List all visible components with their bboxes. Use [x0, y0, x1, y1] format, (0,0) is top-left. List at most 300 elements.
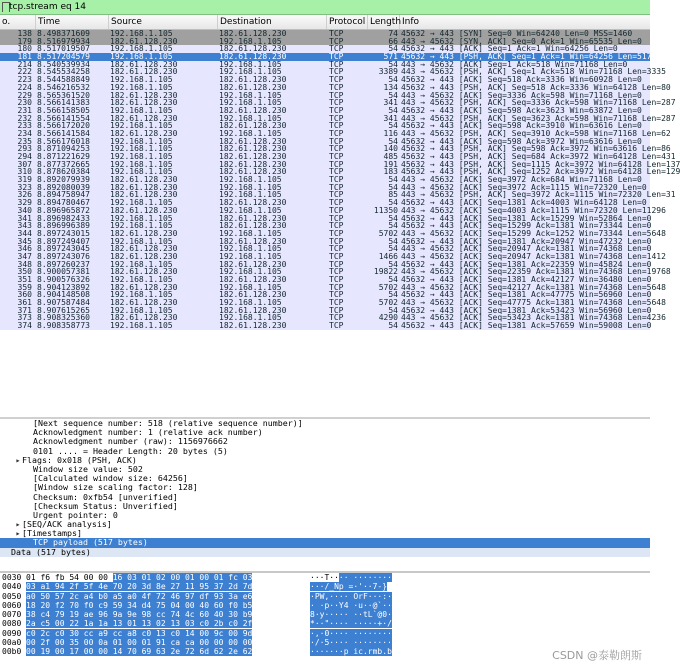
packet-cell-time: 8.566176018 — [37, 136, 90, 146]
packet-cell-src: 182.61.128.230 — [110, 59, 178, 69]
packet-cell-len: 5702 — [378, 228, 398, 238]
packet-cell-proto: TCP — [329, 167, 344, 177]
bytes-ascii — [310, 601, 392, 610]
packet-cell-proto: TCP — [329, 251, 344, 261]
packet-cell-no: 326 — [17, 190, 32, 200]
packet-cell-src: 192.168.1.105 — [110, 152, 173, 161]
packet-cell-src: 182.61.128.230 — [110, 313, 178, 323]
bytes-hex — [26, 638, 252, 647]
packet-cell-len: 54 — [388, 259, 398, 269]
packet-cell-proto: TCP — [329, 182, 344, 192]
packet-cell-no: 310 — [17, 167, 32, 177]
packet-cell-len: 54 — [388, 221, 398, 231]
bytes-offset: 0080 — [2, 619, 22, 629]
packet-cell-info: 45632 → 443 [ACK] Seq=1381 Ack=15299 Win=52864 Len=0 — [401, 213, 652, 223]
packet-cell-src: 192.168.1.105 — [110, 321, 173, 331]
detail-text: [SEQ/ACK analysis] — [22, 519, 112, 530]
packet-cell-info: 45632 → 443 [ACK] Seq=1381 Ack=42127 Win=36480 Len=0 — [401, 275, 652, 284]
bytes-ascii-selected: ·PW,···· OrF···:· — [310, 591, 392, 601]
packet-cell-proto: TCP — [329, 152, 344, 161]
packet-cell-dst: 192.168.1.105 — [219, 67, 282, 77]
packet-cell-no: 350 — [17, 267, 32, 277]
packet-cell-len: 341 — [383, 113, 398, 123]
packet-cell-src: 182.61.128.230 — [110, 228, 178, 238]
packet-cell-time: 8.894780467 — [37, 198, 90, 208]
column-header-destination[interactable]: Destination — [218, 15, 327, 29]
bytes-hex — [26, 573, 252, 582]
packet-cell-proto: TCP — [329, 267, 344, 277]
packet-cell-dst: 192.168.1.105 — [219, 113, 282, 123]
packet-cell-info: 443 → 45632 [ACK] Seq=3336 Ack=598 Win=71168 Len=0 — [401, 90, 642, 100]
packet-cell-proto: TCP — [329, 244, 344, 254]
detail-text: TCP payload (517 bytes) — [33, 537, 148, 548]
display-filter-input[interactable] — [9, 0, 629, 14]
packet-cell-no: 341 — [17, 213, 32, 223]
packet-cell-src: 182.61.128.230 — [110, 190, 178, 200]
packet-cell-src: 182.61.128.230 — [110, 36, 178, 46]
packet-cell-dst: 182.61.128.230 — [219, 198, 287, 208]
display-filter-bar[interactable] — [0, 0, 650, 15]
packet-cell-dst: 182.61.128.230 — [219, 159, 287, 169]
detail-text: Flags: 0x018 (PSH, ACK) — [22, 454, 137, 465]
packet-cell-src: 192.168.1.105 — [110, 52, 173, 62]
packet-cell-proto: TCP — [329, 290, 344, 300]
packet-cell-src: 182.61.128.230 — [110, 98, 178, 108]
packet-cell-info: 443 → 45632 [ACK] Seq=3972 Ack=1115 Win=72320 Len=0 — [401, 182, 647, 192]
detail-text: [Window size scaling factor: 128] — [33, 482, 198, 493]
packet-cell-proto: TCP — [329, 82, 344, 92]
packet-cell-len: 5702 — [378, 282, 398, 292]
packet-cell-dst: 182.61.128.230 — [219, 167, 287, 177]
packet-cell-dst: 192.168.1.105 — [219, 244, 282, 254]
packet-cell-proto: TCP — [329, 98, 344, 108]
bytes-hex — [26, 610, 252, 619]
packet-cell-info: 443 → 45632 [ACK] Seq=53423 Ack=1381 Win=74368 Len=4236 — [401, 313, 666, 323]
packet-cell-dst: 182.61.128.230 — [219, 82, 287, 92]
packet-cell-len: 5702 — [378, 298, 398, 308]
bytes-ascii — [310, 610, 392, 619]
packet-cell-len: 74 — [388, 29, 398, 38]
bytes-ascii — [310, 647, 392, 656]
bytes-hex-selected: 2a c5 00 22 1a 1a 13 01 13 02 13 03 c0 2b c0 2f — [26, 619, 253, 629]
bytes-ascii-selected: ·· ········ — [338, 573, 392, 582]
packet-cell-src: 192.168.1.105 — [110, 75, 173, 85]
packet-cell-time: 8.908358773 — [37, 321, 90, 331]
packet-cell-info: 45632 → 443 [ACK] Seq=1381 Ack=57659 Win=59008 Len=0 — [401, 321, 652, 331]
packet-cell-no: 348 — [17, 259, 32, 269]
packet-cell-len: 66 — [388, 36, 398, 46]
packet-cell-src: 192.168.1.105 — [110, 82, 173, 92]
packet-rows — [0, 29, 680, 331]
bytes-row[interactable] — [0, 619, 650, 628]
packet-cell-src: 192.168.1.105 — [110, 144, 173, 154]
packet-cell-proto: TCP — [329, 59, 344, 69]
bytes-row[interactable] — [0, 638, 650, 647]
packet-cell-dst: 192.168.1.105 — [219, 313, 282, 323]
bytes-hex-plain: 01 f6 fb 54 00 00 — [26, 573, 113, 582]
packet-cell-time: 8.907615265 — [37, 305, 90, 315]
bytes-ascii — [310, 619, 392, 628]
bytes-hex-selected: 03 a1 94 2f 5f 4e 70 20 3d 8e 27 11 95 37 2d 7d — [26, 582, 253, 592]
packet-cell-proto: TCP — [329, 190, 344, 200]
packet-cell-proto: TCP — [329, 298, 344, 308]
bytes-offset: 0040 — [2, 582, 22, 592]
packet-cell-proto: TCP — [329, 198, 344, 208]
packet-cell-dst: 182.61.128.230 — [219, 305, 287, 315]
packet-cell-len: 54 — [388, 75, 398, 85]
packet-cell-len: 571 — [383, 52, 398, 62]
packet-cell-info: 45632 → 443 [ACK] Seq=1381 Ack=22359 Win=45824 Len=0 — [401, 259, 652, 269]
packet-cell-src: 192.168.1.105 — [110, 105, 173, 115]
column-header-length[interactable]: Length — [370, 17, 402, 27]
packet-cell-info: 45632 → 443 [ACK] Seq=598 Ack=3972 Win=63616 Len=0 — [401, 136, 642, 146]
packet-cell-len: 54 — [388, 59, 398, 69]
packet-cell-time: 8.900057381 — [37, 267, 90, 277]
bytes-row[interactable] — [0, 582, 650, 591]
packet-cell-dst: 182.61.128.230 — [219, 75, 287, 85]
packet-cell-no: 371 — [17, 305, 32, 315]
detail-row[interactable] — [0, 538, 650, 547]
packet-cell-time: 8.516979934 — [37, 36, 90, 46]
packet-cell-info: 45632 → 443 [ACK] Seq=15299 Ack=1381 Win=73344 Len=0 — [401, 221, 652, 231]
packet-cell-src: 182.61.128.230 — [110, 182, 178, 192]
packet-cell-info: 443 → 45632 [ACK] Seq=15299 Ack=1252 Win=73344 Len=5648 — [401, 228, 666, 238]
bytes-hex-selected: 38 c4 79 19 ae 96 9a 9e 98 cc 74 4c 60 40 30 b9 — [26, 610, 253, 620]
bytes-row[interactable] — [0, 610, 650, 619]
packet-cell-info: 443 → 45632 [PSH, ACK] Seq=3972 Ack=1115 Win=72320 Len=31 — [401, 190, 676, 200]
packet-cell-no: 230 — [17, 98, 32, 108]
packet-cell-no: 294 — [17, 152, 32, 161]
packet-cell-len: 1466 — [378, 251, 398, 261]
packet-cell-src: 192.168.1.105 — [110, 159, 173, 169]
packet-cell-no: 373 — [17, 313, 32, 323]
bytes-hex — [26, 647, 252, 656]
packet-cell-src: 182.61.128.230 — [110, 113, 178, 123]
bytes-row[interactable] — [0, 573, 650, 582]
packet-cell-no: 234 — [17, 128, 32, 138]
packet-cell-len: 54 — [388, 182, 398, 192]
packet-cell-time: 8.896996389 — [37, 221, 90, 231]
packet-cell-time: 8.900576326 — [37, 275, 90, 284]
packet-cell-info: 45632 → 443 [PSH, ACK] Seq=1115 Ack=3972 Win=64128 Len=137 — [401, 159, 680, 169]
packet-list[interactable] — [0, 15, 680, 417]
bytes-ascii — [310, 638, 392, 647]
packet-cell-no: 214 — [17, 59, 32, 69]
packet-cell-proto: TCP — [329, 136, 344, 146]
packet-cell-time: 8.517019507 — [37, 44, 90, 54]
packet-cell-proto: TCP — [329, 90, 344, 100]
packet-cell-len: 191 — [383, 159, 398, 169]
packet-cell-src: 192.168.1.105 — [110, 198, 173, 208]
packet-cell-len: 54 — [388, 90, 398, 100]
packet-cell-info: 45632 → 443 [PSH, ACK] Seq=684 Ack=3972 Win=64128 Len=431 — [401, 152, 676, 161]
detail-text: [Checksum Status: Unverified] — [33, 500, 178, 511]
packet-cell-no: 293 — [17, 144, 32, 154]
packet-cell-proto: TCP — [329, 221, 344, 231]
packet-cell-time: 8.498371609 — [37, 29, 90, 38]
packet-cell-proto: TCP — [329, 44, 344, 54]
packet-cell-dst: 192.168.1.105 — [219, 228, 282, 238]
packet-cell-src: 192.168.1.105 — [110, 167, 173, 177]
bytes-offset: 00b0 — [2, 647, 22, 657]
packet-cell-proto: TCP — [329, 159, 344, 169]
bytes-offset: 0060 — [2, 600, 22, 610]
bytes-hex — [26, 582, 252, 591]
packet-cell-proto: TCP — [329, 52, 344, 62]
packet-cell-proto: TCP — [329, 236, 344, 246]
packet-cell-len: 11350 — [373, 205, 398, 215]
packet-cell-len: 140 — [383, 144, 398, 154]
bytes-hex-selected: a0 50 57 2c a4 b0 a5 a0 4f 72 46 97 df 93 3a e6 — [26, 591, 253, 601]
packet-cell-time: 8.897249407 — [37, 236, 90, 246]
packet-cell-no: 374 — [17, 321, 32, 331]
bytes-ascii — [310, 582, 387, 591]
packet-cell-dst: 182.61.128.230 — [219, 144, 287, 154]
packet-cell-src: 192.168.1.105 — [110, 29, 173, 38]
packet-cell-len: 85 — [388, 190, 398, 200]
packet-cell-proto: TCP — [329, 259, 344, 269]
packet-cell-time: 8.566141383 — [37, 98, 90, 108]
packet-cell-no: 329 — [17, 198, 32, 208]
packet-cell-dst: 182.61.128.230 — [219, 136, 287, 146]
packet-cell-dst: 182.61.128.230 — [219, 121, 287, 131]
packet-cell-src: 192.168.1.105 — [110, 121, 173, 131]
bytes-ascii-selected: ·/·5···· ········ — [310, 638, 392, 648]
packet-cell-info: 45632 → 443 [ACK] Seq=518 Ack=3336 Win=60928 Len=0 — [401, 75, 642, 85]
bytes-hex-selected: 16 03 01 02 00 01 00 01 fc 03 — [112, 573, 253, 582]
bytes-ascii-selected: ·······p ic.rmb.b — [310, 647, 392, 657]
packet-cell-dst: 182.61.128.230 — [219, 221, 287, 231]
packet-cell-src: 182.61.128.230 — [110, 205, 178, 215]
packet-cell-time: 8.896965872 — [37, 205, 90, 215]
packet-cell-src: 182.61.128.230 — [110, 175, 178, 185]
packet-cell-info: 443 → 45632 [SYN, ACK] Seq=0 Ack=1 Win=65535 Len=0 — [401, 36, 642, 46]
packet-cell-proto: TCP — [329, 29, 344, 38]
bytes-row[interactable] — [0, 592, 650, 601]
packet-cell-dst: 192.168.1.105 — [219, 182, 282, 192]
packet-cell-dst: 192.168.1.105 — [219, 298, 282, 308]
packet-list-header — [0, 15, 650, 30]
packet-cell-info: 45632 → 443 [PSH, ACK] Seq=1252 Ack=3972 Win=64128 Len=129 — [401, 167, 680, 177]
bytes-ascii-selected: 8·y····· ··tL`@0· — [310, 610, 392, 620]
detail-text: [Timestamps] — [22, 528, 82, 539]
packet-cell-info: 443 → 45632 [ACK] Seq=1 Ack=518 Win=71168 Len=0 — [401, 59, 628, 69]
packet-cell-len: 54 — [388, 44, 398, 54]
packet-cell-time: 8.545534258 — [37, 67, 90, 77]
packet-cell-len: 134 — [383, 82, 398, 92]
bytes-offset: 0030 — [2, 573, 22, 582]
packet-cell-info: 443 → 45632 [ACK] Seq=42127 Ack=1381 Win=74368 Len=5648 — [401, 282, 666, 292]
packet-cell-src: 182.61.128.230 — [110, 267, 178, 277]
packet-cell-len: 54 — [388, 121, 398, 131]
packet-cell-no: 223 — [17, 75, 32, 85]
packet-cell-proto: TCP — [329, 305, 344, 315]
packet-cell-no: 180 — [17, 44, 32, 54]
detail-text: 0101 .... = Header Length: 20 bytes (5) — [33, 445, 228, 456]
packet-cell-time: 8.897243045 — [37, 244, 90, 254]
packet-cell-info: 443 → 45632 [ACK] Seq=3972 Ack=684 Win=71168 Len=0 — [401, 175, 642, 185]
packet-cell-src: 192.168.1.105 — [110, 213, 173, 223]
packet-cell-no: 346 — [17, 244, 32, 254]
packet-cell-dst: 192.168.1.105 — [219, 98, 282, 108]
detail-text: Acknowledgment number (raw): 1156976662 — [33, 436, 228, 447]
packet-cell-time: 8.897243076 — [37, 251, 90, 261]
detail-row[interactable] — [0, 520, 650, 529]
watermark: CSDN @泰勒朗斯 — [552, 649, 642, 662]
packet-cell-dst: 182.61.128.230 — [219, 236, 287, 246]
packet-cell-dst: 192.168.1.105 — [219, 190, 282, 200]
packet-cell-dst: 182.61.128.230 — [219, 321, 287, 331]
bytes-offset: 0070 — [2, 610, 22, 620]
packet-cell-len: 54 — [388, 236, 398, 246]
packet-cell-no: 361 — [17, 298, 32, 308]
packet-cell-time: 8.892079939 — [37, 175, 90, 185]
packet-cell-len: 54 — [388, 136, 398, 146]
packet-cell-proto: TCP — [329, 67, 344, 77]
detail-text: [Next sequence number: 518 (relative sequence number)] — [33, 418, 303, 428]
packet-cell-no: 229 — [17, 90, 32, 100]
packet-cell-len: 54 — [388, 275, 398, 284]
packet-cell-info: 45632 → 443 [ACK] Seq=1381 Ack=53423 Win=56960 Len=0 — [401, 305, 652, 315]
expand-arrow-icon[interactable]: ▸ — [15, 519, 21, 530]
packet-cell-no: 319 — [17, 175, 32, 185]
packet-cell-time: 8.566141554 — [37, 113, 90, 123]
packet-cell-proto: TCP — [329, 313, 344, 323]
column-header-protocol[interactable]: Protocol — [327, 15, 368, 29]
packet-cell-len: 54 — [388, 175, 398, 185]
bytes-hex-selected: c0 2c c0 30 cc a9 cc a8 c0 13 c0 14 00 9c 00 9d — [26, 628, 253, 638]
packet-cell-src: 182.61.128.230 — [110, 67, 178, 77]
packet-cell-proto: TCP — [329, 175, 344, 185]
packet-cell-proto: TCP — [329, 113, 344, 123]
packet-cell-dst: 182.61.128.230 — [219, 259, 287, 269]
packet-cell-proto: TCP — [329, 228, 344, 238]
packet-cell-no: 344 — [17, 228, 32, 238]
packet-cell-info: 45632 → 443 [SYN] Seq=0 Win=64240 Len=0 MSS=1460 — [401, 29, 633, 38]
packet-cell-time: 8.907587484 — [37, 298, 90, 308]
packet-cell-no: 307 — [17, 159, 32, 169]
column-header-no[interactable]: o. — [0, 15, 36, 29]
packet-cell-proto: TCP — [329, 205, 344, 215]
packet-cell-dst: 192.168.1.105 — [219, 251, 282, 261]
packet-cell-time: 8.897260237 — [37, 259, 90, 269]
packet-row[interactable] — [0, 322, 650, 330]
packet-cell-time: 8.897243015 — [37, 228, 90, 238]
packet-cell-dst: 192.168.1.105 — [219, 128, 282, 138]
column-header-source[interactable]: Source — [109, 15, 218, 29]
packet-cell-info: 45632 → 443 [ACK] Seq=1381 Ack=4003 Win=64128 Len=0 — [401, 198, 647, 208]
packet-cell-no: 179 — [17, 36, 32, 46]
packet-cell-proto: TCP — [329, 75, 344, 85]
packet-cell-no: 345 — [17, 236, 32, 246]
packet-cell-time: 8.871221629 — [37, 152, 90, 161]
packet-cell-len: 54 — [388, 105, 398, 115]
detail-row[interactable] — [0, 548, 650, 557]
packet-cell-time: 8.904148508 — [37, 290, 90, 300]
packet-cell-info: 45632 → 443 [ACK] Seq=1381 Ack=47775 Win=56960 Len=0 — [401, 290, 652, 300]
packet-cell-no: 359 — [17, 282, 32, 292]
bytes-ascii-plain: ···T·· — [310, 573, 339, 582]
packet-cell-time: 8.566141584 — [37, 128, 90, 138]
bytes-hex-selected: 18 20 f2 70 f0 c9 59 34 d4 75 04 00 40 60 f0 b5 — [26, 600, 253, 610]
packet-cell-len: 341 — [383, 98, 398, 108]
bytes-offset: 0050 — [2, 591, 22, 601]
packet-cell-info: 443 → 45632 [PSH, ACK] Seq=3336 Ack=598 Win=71168 Len=287 — [401, 98, 676, 108]
bytes-ascii-selected: · ·p··Y4 ·u··@`·· — [310, 600, 392, 610]
packet-cell-time: 8.908325360 — [37, 313, 90, 323]
packet-cell-dst: 182.61.128.230 — [219, 213, 287, 223]
packet-cell-no: 222 — [17, 67, 32, 77]
bytes-offset: 0090 — [2, 628, 22, 638]
packet-cell-time: 8.871094253 — [37, 144, 90, 154]
packet-cell-dst: 192.168.1.105 — [219, 282, 282, 292]
packet-cell-len: 485 — [383, 152, 398, 161]
bytes-hex — [26, 629, 252, 638]
packet-cell-no: 224 — [17, 82, 32, 92]
packet-cell-src: 182.61.128.230 — [110, 244, 178, 254]
packet-cell-src: 182.61.128.230 — [110, 282, 178, 292]
bytes-hex-selected: 00 2f 00 35 00 0a 01 00 01 91 ca ca 00 00 00 00 — [26, 638, 253, 648]
packet-cell-proto: TCP — [329, 105, 344, 115]
packet-cell-proto: TCP — [329, 36, 344, 46]
packet-cell-proto: TCP — [329, 282, 344, 292]
packet-cell-dst: 182.61.128.230 — [219, 152, 287, 161]
packet-cell-time: 8.878620384 — [37, 167, 90, 177]
packet-cell-info: 443 → 45632 [PSH, ACK] Seq=3623 Ack=598 Win=71168 Len=287 — [401, 113, 676, 123]
packet-details-pane[interactable] — [0, 417, 650, 566]
packet-cell-dst: 182.61.128.230 — [219, 52, 287, 62]
packet-cell-dst: 192.168.1.105 — [219, 175, 282, 185]
bytes-row[interactable] — [0, 601, 650, 610]
packet-cell-dst: 182.61.128.230 — [219, 29, 287, 38]
packet-cell-no: 232 — [17, 113, 32, 123]
bytes-ascii — [310, 629, 392, 638]
packet-cell-no: 138 — [17, 29, 32, 38]
detail-text: Window size value: 502 — [33, 463, 143, 474]
packet-cell-dst: 192.168.1.105 — [219, 267, 282, 277]
bytes-ascii — [310, 592, 392, 601]
packet-cell-info: 45632 → 443 [ACK] Seq=1381 Ack=20947 Win=47232 Len=0 — [401, 236, 652, 246]
detail-text: Acknowledgment number: 1 (relative ack number) — [33, 427, 263, 438]
detail-text: Urgent pointer: 0 — [33, 509, 118, 520]
column-header-time[interactable]: Time — [36, 15, 109, 29]
packet-cell-src: 182.61.128.230 — [110, 128, 178, 138]
packet-cell-dst: 182.61.128.230 — [219, 290, 287, 300]
packet-cell-info: 45632 → 443 [ACK] Seq=598 Ack=3623 Win=63872 Len=0 — [401, 105, 642, 115]
packet-cell-info: 443 → 45632 [ACK] Seq=22359 Ack=1381 Win=74368 Len=19768 — [401, 267, 671, 277]
packet-cell-len: 54 — [388, 244, 398, 254]
bytes-ascii — [310, 573, 392, 582]
bytes-row[interactable] — [0, 629, 650, 638]
packet-cell-info: 443 → 45632 [ACK] Seq=47775 Ack=1381 Win=74368 Len=5648 — [401, 298, 666, 308]
packet-cell-len: 116 — [383, 128, 398, 138]
expand-arrow-icon[interactable]: ▸ — [15, 454, 21, 465]
packet-cell-time: 8.892080039 — [37, 182, 90, 192]
packet-cell-info: 45632 → 443 [PSH, ACK] Seq=518 Ack=3336 Win=64128 Len=80 — [401, 82, 671, 92]
column-header-info[interactable]: Info — [402, 17, 420, 27]
bytes-hex — [26, 619, 252, 628]
bytes-ascii-selected: ···/_Np =·'··7-} — [310, 582, 388, 592]
packet-cell-dst: 192.168.1.105 — [219, 59, 282, 69]
packet-cell-src: 182.61.128.230 — [110, 251, 178, 261]
packet-cell-time: 8.566172020 — [37, 121, 90, 131]
bytes-hex-selected: 00 19 00 17 00 00 14 70 69 63 2e 72 6d 62 2e 62 — [26, 647, 253, 657]
packet-cell-info: 443 → 45632 [ACK] Seq=4003 Ack=1115 Win=72320 Len=11296 — [401, 205, 666, 215]
packet-cell-time: 8.894758947 — [37, 190, 90, 200]
packet-cell-len: 54 — [388, 198, 398, 208]
expand-arrow-icon[interactable]: ▸ — [15, 528, 21, 539]
detail-text: Checksum: 0xfb54 [unverified] — [33, 491, 178, 502]
